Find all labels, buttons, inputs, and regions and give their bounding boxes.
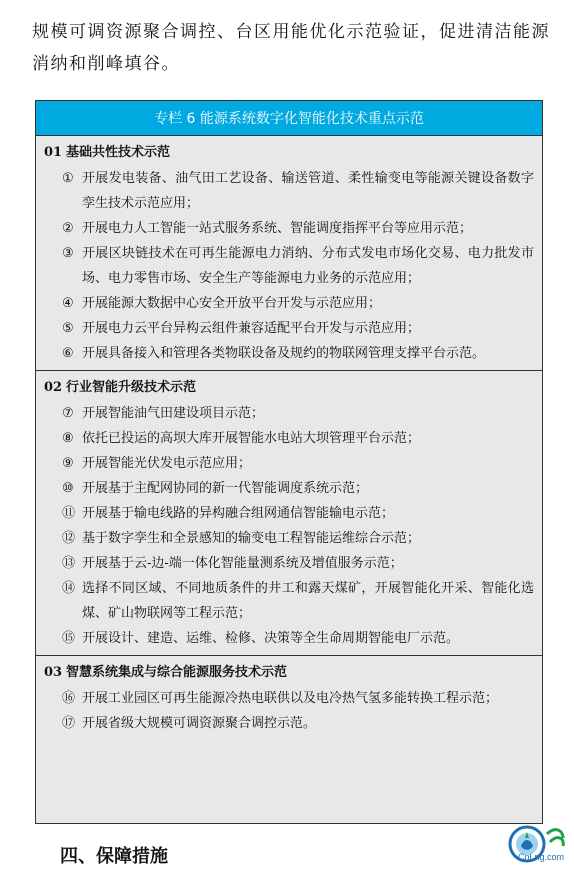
list-item <box>62 316 534 341</box>
item-text: 开展具备接入和管理各类物联设备及规约的物联网管理支撑平台示范。 <box>82 346 486 361</box>
section-heading <box>44 662 534 684</box>
list-item <box>62 686 534 711</box>
item-number: ② <box>62 221 74 236</box>
item-number: ⑰ <box>62 716 76 731</box>
item-number: ⑭ <box>62 581 76 596</box>
feature-box <box>35 100 543 824</box>
list-item <box>62 551 534 576</box>
section-title: 智慧系统集成与综合能源服务技术示范 <box>66 665 288 680</box>
section-02 <box>36 371 542 656</box>
cnlng-logo-icon <box>497 822 571 870</box>
item-number: ⑫ <box>62 531 76 546</box>
item-number: ⑤ <box>62 321 74 336</box>
item-number: ⑯ <box>62 691 76 706</box>
list-item <box>62 451 534 476</box>
item-text: 开展基于输电线路的异构融合组网通信智能输电示范； <box>82 506 395 521</box>
list-item <box>62 166 534 216</box>
item-text: 开展省级大规模可调资源聚合调控示范。 <box>82 716 317 731</box>
section-heading <box>44 377 534 399</box>
item-number: ④ <box>62 296 74 311</box>
item-text: 开展设计、建造、运维、检修、决策等全生命周期智能电厂示范。 <box>82 631 460 646</box>
item-text: 基于数字孪生和全景感知的输变电工程智能运维综合示范； <box>82 531 421 546</box>
watermark-text: CnLng.com <box>518 852 565 862</box>
item-text: 开展基于云-边-端一体化智能量测系统及增值服务示范； <box>82 556 403 571</box>
list-item <box>62 476 534 501</box>
item-text: 开展发电装备、油气田工艺设备、输送管道、柔性输变电等能源关键设备数字孪生技术示范应用； <box>82 171 534 211</box>
list-item <box>62 291 534 316</box>
section-heading <box>44 142 534 164</box>
item-text: 开展智能光伏发电示范应用； <box>82 456 252 471</box>
intro-paragraph: 规模可调资源聚合调控、台区用能优化示范验证，促进清洁能源消纳和削峰填谷。 <box>32 22 550 74</box>
section-03 <box>36 656 542 740</box>
section-number: 03 <box>44 665 63 680</box>
section-title: 基础共性技术示范 <box>66 145 171 160</box>
feature-box-title: 专栏 6 能源系统数字化智能化技术重点示范 <box>36 101 542 136</box>
section-title: 行业智能升级技术示范 <box>66 380 197 395</box>
item-text: 开展电力云平台异构云组件兼容适配平台开发与示范应用； <box>82 321 421 336</box>
feature-box-body <box>36 136 542 740</box>
item-text: 开展电力人工智能一站式服务系统、智能调度指挥平台等应用示范； <box>82 221 473 236</box>
item-number: ⑨ <box>62 456 74 471</box>
item-text: 开展智能油气田建设项目示范； <box>82 406 265 421</box>
item-text: 开展能源大数据中心安全开放平台开发与示范应用； <box>82 296 382 311</box>
item-number: ⑮ <box>62 631 76 646</box>
item-number: ⑬ <box>62 556 76 571</box>
item-text: 依托已投运的高坝大库开展智能水电站大坝管理平台示范； <box>82 431 421 446</box>
item-text: 开展区块链技术在可再生能源电力消纳、分布式发电市场化交易、电力批发市场、电力零售市场、安全生产等能源电力业务的示范应用； <box>82 246 534 286</box>
item-text: 开展基于主配网协同的新一代智能调度系统示范； <box>82 481 369 496</box>
section-number: 02 <box>44 380 63 395</box>
list-item <box>62 341 534 366</box>
item-number: ⑪ <box>62 506 76 521</box>
item-number: ⑩ <box>62 481 74 496</box>
section-01 <box>36 136 542 371</box>
list-item <box>62 526 534 551</box>
list-item <box>62 241 534 291</box>
item-text: 开展工业园区可再生能源冷热电联供以及电冷热气氢多能转换工程示范； <box>82 691 499 706</box>
item-number: ⑥ <box>62 346 74 361</box>
item-text: 选择不同区域、不同地质条件的井工和露天煤矿，开展智能化开采、智能化选煤、矿山物联网等工程示范； <box>82 581 534 621</box>
list-item <box>62 216 534 241</box>
list-item <box>62 626 534 651</box>
item-number: ① <box>62 171 74 186</box>
list-item <box>62 401 534 426</box>
list-item <box>62 576 534 626</box>
item-number: ⑦ <box>62 406 74 421</box>
next-section-heading: 四、保障措施 <box>60 846 168 867</box>
item-number: ③ <box>62 246 74 261</box>
section-number: 01 <box>44 145 63 160</box>
list-item <box>62 501 534 526</box>
list-item <box>62 711 534 736</box>
item-number: ⑧ <box>62 431 74 446</box>
list-item <box>62 426 534 451</box>
